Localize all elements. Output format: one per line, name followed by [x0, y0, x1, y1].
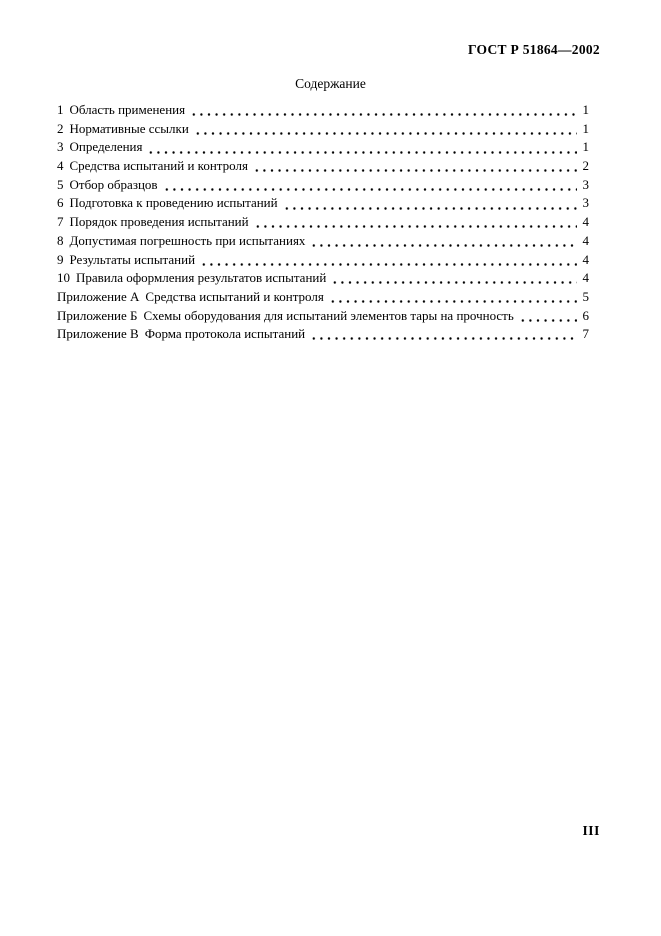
- dot-leader: [310, 325, 577, 344]
- toc-entry-title: Порядок проведения испытаний: [69, 214, 249, 230]
- dot-leader: [283, 194, 577, 213]
- toc-entry-label: Приложение Б: [57, 307, 138, 323]
- dot-leader: [310, 232, 577, 251]
- toc-entry-page: 6: [582, 307, 589, 323]
- toc-entry-label: 10: [57, 270, 70, 286]
- dot-leader: [253, 157, 577, 176]
- toc-entry-page: 1: [582, 139, 589, 155]
- toc-entry-title: Отбор образцов: [69, 176, 158, 192]
- toc-entry-label: 9: [57, 251, 64, 267]
- toc-entry-title: Область применения: [69, 102, 186, 117]
- dot-leader: [519, 307, 577, 326]
- toc-entry-title: Форма протокола испытаний: [144, 326, 306, 342]
- toc-entry-title: Правила оформления результатов испытаний: [76, 270, 327, 286]
- toc-entry-page: 7: [582, 326, 589, 342]
- toc-entry-page: 5: [582, 288, 589, 304]
- toc-entry-page: 1: [582, 120, 589, 136]
- toc-entry-page: 3: [582, 176, 589, 192]
- toc-entry: [57, 138, 589, 157]
- toc-entry-label: 5: [57, 176, 64, 192]
- toc-entry-page: 1: [582, 102, 589, 117]
- toc-entry: [57, 176, 589, 195]
- toc-entry: [57, 213, 589, 232]
- toc-entry: [57, 120, 589, 139]
- table-of-contents: [57, 101, 589, 344]
- toc-entry: [57, 251, 589, 270]
- document-code: ГОСТ Р 51864—2002: [467, 42, 600, 57]
- toc-entry-page: 4: [582, 214, 589, 230]
- dot-leader: [190, 101, 577, 120]
- toc-entry-title: Схемы оборудования для испытаний элементов тары на прочность: [143, 307, 514, 323]
- contents-heading: Содержание: [295, 76, 366, 91]
- toc-entry-label: Приложение А: [57, 288, 140, 304]
- toc-entry-title: Средства испытаний и контроля: [69, 158, 248, 174]
- toc-entry-page: 4: [582, 270, 589, 286]
- toc-entry-label: 4: [57, 158, 64, 174]
- toc-entry-title: Допустимая погрешность при испытаниях: [69, 232, 306, 248]
- dot-leader: [331, 269, 577, 288]
- dot-leader: [194, 120, 577, 139]
- toc-entry-title: Средства испытаний и контроля: [145, 288, 324, 304]
- toc-entry: [57, 157, 589, 176]
- toc-entry: [57, 288, 589, 307]
- dot-leader: [200, 251, 577, 270]
- toc-entry-page: 2: [582, 158, 589, 174]
- toc-entry-label: 7: [57, 214, 64, 230]
- toc-entry: [57, 232, 589, 251]
- toc-entry: [57, 307, 589, 326]
- toc-entry-page: 4: [582, 251, 589, 267]
- page-number: III: [582, 823, 600, 838]
- toc-entry-title: Результаты испытаний: [69, 251, 196, 267]
- toc-entry-label: 1: [57, 102, 64, 117]
- dot-leader: [147, 138, 577, 157]
- toc-entry: [57, 269, 589, 288]
- toc-entry: [57, 325, 589, 344]
- toc-entry-label: 6: [57, 195, 64, 211]
- toc-entry: [57, 194, 589, 213]
- dot-leader: [329, 288, 577, 307]
- toc-entry-label: 3: [57, 139, 64, 155]
- toc-entry-label: Приложение В: [57, 326, 139, 342]
- toc-entry-label: 8: [57, 232, 64, 248]
- toc-entry-page: 4: [582, 232, 589, 248]
- toc-entry-page: 3: [582, 195, 589, 211]
- toc-entry-title: Определения: [69, 139, 143, 155]
- toc-entry-title: Нормативные ссылки: [69, 120, 189, 136]
- dot-leader: [163, 176, 577, 195]
- dot-leader: [254, 213, 577, 232]
- toc-entry: [57, 101, 589, 120]
- toc-entry-title: Подготовка к проведению испытаний: [69, 195, 278, 211]
- toc-entry-label: 2: [57, 120, 64, 136]
